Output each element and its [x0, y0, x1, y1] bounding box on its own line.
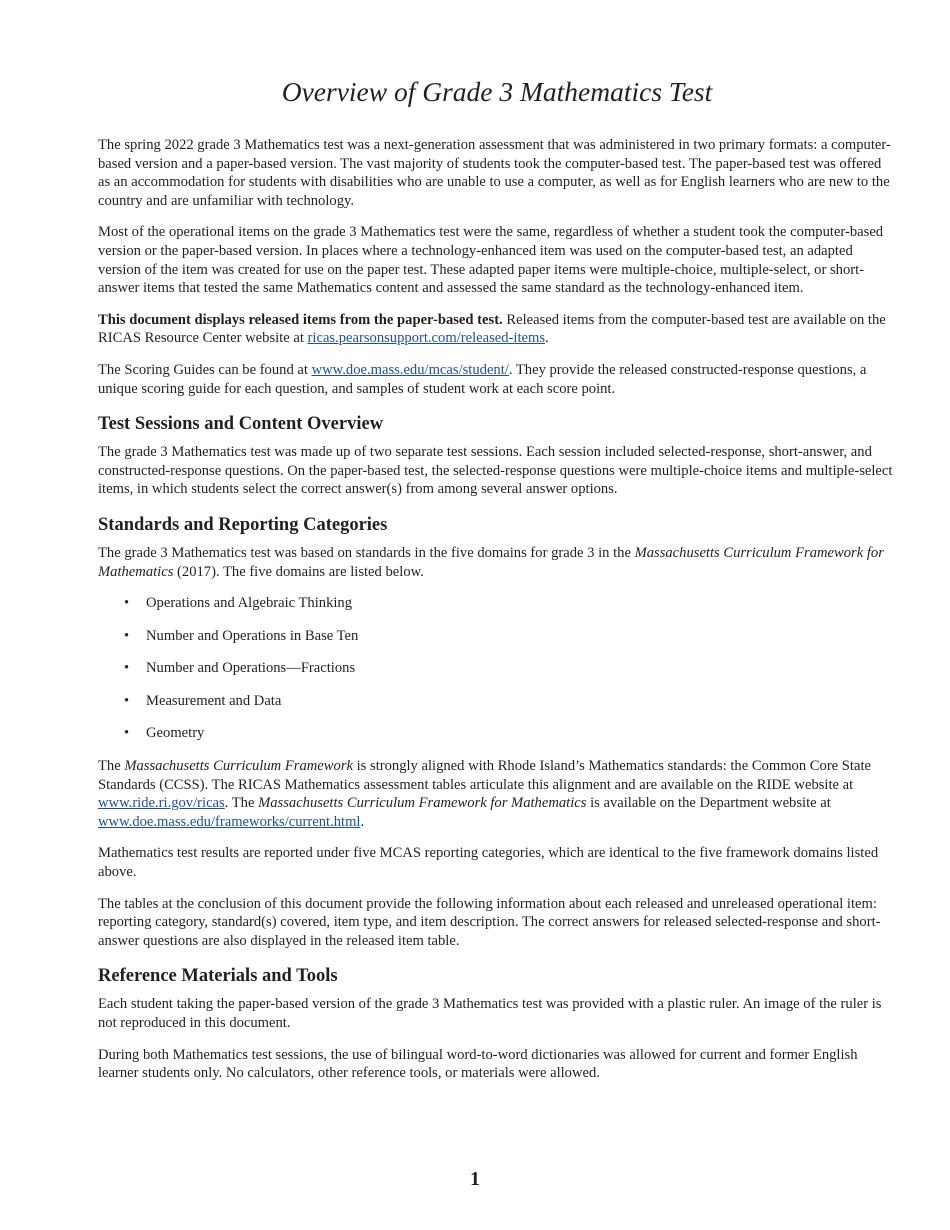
results-paragraph: Mathematics test results are reported under five MCAS reporting categories, which are identical to the five framework domains listed above.: [98, 845, 879, 881]
framework-text-4: is available on the Department website at: [586, 795, 831, 812]
items-paragraph: Most of the operational items on the grade 3 Mathematics test were the same, regardless of whether a student took the computer-based version or the paper-based version. In places where a technology-enhanced item was used on the computer-based test, an adapted version of the item was created for use on the paper test. These adapted paper items were multiple-choice, multiple-select, or short-answer items that tested the same Mathematics content and assessed the same standard as the technology-enhanced item.: [98, 224, 884, 297]
test-sessions-paragraph: The grade 3 Mathematics test was made up of two separate test sessions. Each session included selected-response, short-answer, and constructed-response questions. On the paper-based test, the selected-response questions were multiple-choice items and multiple-select items, in which students select the correct answer(s) from among several answer options.: [98, 444, 893, 498]
framework-text-1: The: [98, 758, 125, 775]
domain-label: Geometry: [146, 725, 205, 742]
dictionaries-paragraph: During both Mathematics test sessions, the use of bilingual word-to-word dictionaries was allowed for current and former English learner students only. No calculators, other reference tools, or materials were allowed.: [98, 1046, 858, 1082]
released-items-text: Released items from the computer-based test are available on the RICAS Resource Center website at: [98, 311, 886, 347]
bullet-icon: •: [124, 692, 130, 709]
bullet-icon: •: [124, 725, 130, 742]
framework-end: .: [360, 813, 365, 830]
list-item: [124, 659, 896, 678]
framework-paragraph: [98, 757, 896, 831]
scoring-guides-link[interactable]: www.doe.mass.edu/mcas/student/: [311, 361, 509, 378]
page-title: Overview of Grade 3 Mathematics Test: [281, 76, 713, 107]
section-heading-reference-materials: Reference Materials and Tools: [98, 966, 338, 987]
scoring-guides-end: . They provide the released constructed-response questions, a unique scoring guide for each question, and samples of student work at each score point.: [98, 361, 867, 397]
scoring-guides-text: The Scoring Guides can be found at: [98, 361, 312, 378]
scoring-guides-paragraph: [98, 361, 896, 398]
page-number: 1: [470, 1168, 480, 1190]
intro-paragraph: The spring 2022 grade 3 Mathematics test was a next-generation assessment that was administered in two primary formats: a computer-based version and a paper-based version. The vast majority of students took the computer-based test. The paper-based test was offered as an accommodation for students with disabilities who are unable to use a computer, as well as for English learners who are new to the country and are unfamiliar with technology.: [98, 137, 891, 209]
list-item: [124, 724, 896, 743]
standards-intro-end: (2017). The five domains are listed below.: [173, 563, 424, 580]
domain-label: Operations and Algebraic Thinking: [146, 595, 353, 612]
ride-ricas-link[interactable]: www.ride.ri.gov/ricas: [98, 795, 225, 812]
framework-italic-2: Massachusetts Curriculum Framework for Mathematics: [258, 795, 587, 812]
standards-intro-text: The grade 3 Mathematics test was based on standards in the five domains for grade 3 in the: [98, 544, 635, 561]
bullet-icon: •: [124, 595, 130, 612]
page-content: [98, 72, 896, 1096]
standards-intro-paragraph: [98, 544, 896, 581]
released-items-paragraph: [98, 311, 896, 348]
framework-text-3: . The: [224, 795, 259, 812]
list-item: [124, 692, 896, 711]
released-items-bold: This document displays released items from the paper-based test.: [98, 311, 503, 328]
framework-text-2: is strongly aligned with Rhode Island’s Mathematics standards: the Common Core State Standards (CCSS). The RICAS Mathematics assessment tables articulate this alignment and are available on the RIDE website at: [98, 758, 871, 793]
framework-italic-1: Massachusetts Curriculum Framework: [124, 758, 353, 775]
framework-title-italic: Massachusetts Curriculum Framework for Mathematics: [98, 544, 884, 580]
section-heading-test-sessions: Test Sessions and Content Overview: [98, 414, 384, 435]
list-item: [124, 627, 896, 646]
tables-paragraph: The tables at the conclusion of this document provide the following information about each released and unreleased operational item: reporting category, standard(s) covered, item type, and item description. The correct answers for released selected-response and short-answer questions are also displayed in the released item table.: [98, 895, 881, 949]
section-heading-standards: Standards and Reporting Categories: [98, 514, 388, 535]
bullet-icon: •: [124, 660, 130, 677]
ricas-released-items-link[interactable]: ricas.pearsonsupport.com/released-items: [307, 330, 546, 347]
list-item: [124, 594, 896, 613]
frameworks-current-link[interactable]: www.doe.mass.edu/frameworks/current.html: [98, 813, 361, 830]
domain-label: Measurement and Data: [146, 692, 282, 709]
domain-label: Number and Operations—Fractions: [146, 660, 356, 677]
domain-list: [98, 594, 896, 743]
domain-label: Number and Operations in Base Ten: [146, 627, 359, 644]
released-items-end: .: [545, 330, 549, 347]
bullet-icon: •: [124, 627, 130, 644]
ruler-paragraph: Each student taking the paper-based version of the grade 3 Mathematics test was provided with a plastic ruler. An image of the ruler is not reproduced in this document.: [98, 996, 882, 1031]
